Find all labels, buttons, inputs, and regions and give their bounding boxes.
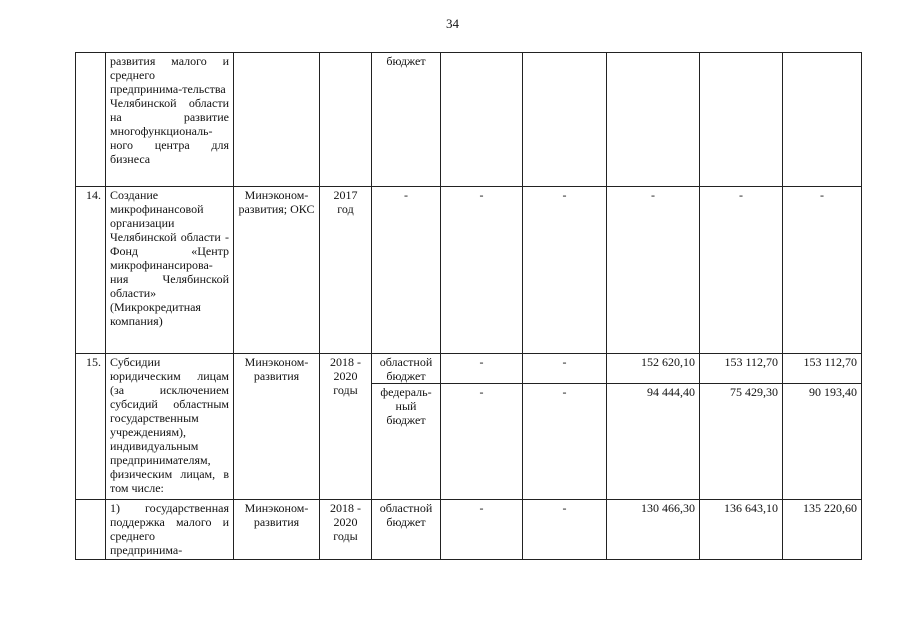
value-cell: 136 643,10 bbox=[700, 500, 783, 560]
value-cell bbox=[523, 53, 607, 187]
funding-source: - bbox=[372, 187, 441, 354]
executor: Минэконом-развития bbox=[234, 500, 320, 560]
value-cell: 130 466,30 bbox=[607, 500, 700, 560]
value-cell: - bbox=[441, 187, 523, 354]
value-cell bbox=[700, 53, 783, 187]
executor: Минэконом-развития bbox=[234, 354, 320, 500]
executor bbox=[234, 53, 320, 187]
value-cell: - bbox=[700, 187, 783, 354]
value-cell: - bbox=[783, 187, 862, 354]
executor: Минэконом-развития; ОКС bbox=[234, 187, 320, 354]
value-cell: 153 112,70 bbox=[783, 354, 862, 384]
measure-name: 1) государственная поддержка малого и среднего предпринима- bbox=[106, 500, 234, 560]
measure-name: Создание микрофинансовой организации Челябинской области - Фонд «Центр микрофинансирова-ния Челябинской области» (Микрокредитная компания) bbox=[106, 187, 234, 354]
period: 2018 - 2020 годы bbox=[320, 500, 372, 560]
value-cell: - bbox=[441, 354, 523, 384]
value-cell: - bbox=[523, 354, 607, 384]
measure-name: Субсидии юридическим лицам (за исключением субсидий областным государственным учреждениям), индивидуальным предпринимателям, физическим лицам, в том числе: bbox=[106, 354, 234, 500]
table-row bbox=[76, 500, 862, 560]
value-cell: - bbox=[523, 187, 607, 354]
table-row bbox=[76, 187, 862, 354]
value-cell: - bbox=[441, 384, 523, 500]
value-cell: - bbox=[523, 384, 607, 500]
row-number: 14. bbox=[76, 187, 106, 354]
funding-source: бюджет bbox=[372, 53, 441, 187]
value-cell: 152 620,10 bbox=[607, 354, 700, 384]
period: 2017 год bbox=[320, 187, 372, 354]
value-cell: 94 444,40 bbox=[607, 384, 700, 500]
row-number bbox=[76, 500, 106, 560]
funding-source: областной бюджет bbox=[372, 500, 441, 560]
value-cell bbox=[607, 53, 700, 187]
measure-name: развития малого и среднего предпринима-тельства Челябинской области на развитие многофункциональ-ного центра для бизнеса bbox=[106, 53, 234, 187]
funding-source: областной бюджет bbox=[372, 354, 441, 384]
period bbox=[320, 53, 372, 187]
value-cell: - bbox=[441, 500, 523, 560]
table-row bbox=[76, 354, 862, 384]
value-cell bbox=[783, 53, 862, 187]
value-cell: 135 220,60 bbox=[783, 500, 862, 560]
funding-source: федераль-ный бюджет bbox=[372, 384, 441, 500]
row-number bbox=[76, 53, 106, 187]
row-number: 15. bbox=[76, 354, 106, 500]
program-table bbox=[75, 52, 862, 560]
value-cell: 153 112,70 bbox=[700, 354, 783, 384]
table-row bbox=[76, 53, 862, 187]
period: 2018 - 2020 годы bbox=[320, 354, 372, 500]
value-cell: - bbox=[607, 187, 700, 354]
value-cell: 90 193,40 bbox=[783, 384, 862, 500]
page-number: 34 bbox=[446, 16, 459, 31]
value-cell: 75 429,30 bbox=[700, 384, 783, 500]
value-cell: - bbox=[523, 500, 607, 560]
value-cell bbox=[441, 53, 523, 187]
